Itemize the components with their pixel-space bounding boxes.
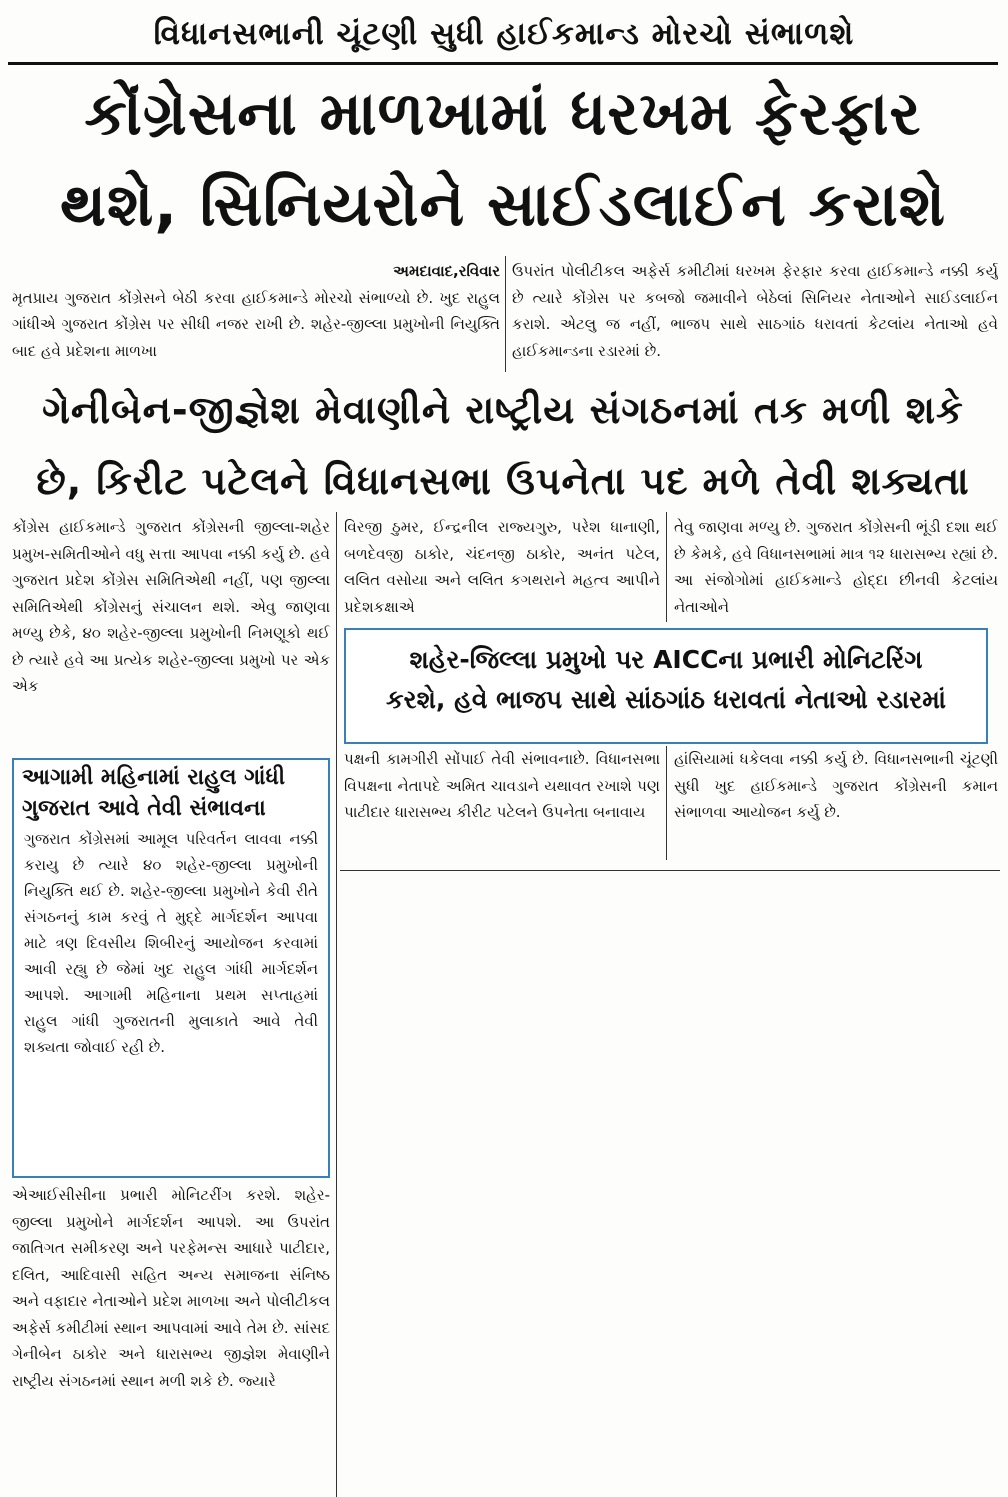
rahul-gandhi-visit-box [12,758,330,1178]
intro-left-column [12,258,500,370]
column-2-top-text: વિરજી ઠુમર, ઈન્દ્રનીલ રાજ્યગુરુ, પરેશ ધાનાણી, બળદેવજી ઠાકોર, ચંદનજી ઠાકોર, અનંત પટેલ, લલિત વસોયા અને લલિત કગથરાને મહત્વ આપીને પ્રદેશકક્ષાએ [344,518,660,616]
kicker-headline: વિધાનસભાની ચૂંટણી સુધી હાઈકમાન્ડ મોરચો સંભાળશે [153,16,855,52]
intro-right-text: ઉપરાંત પોલીટીકલ અફેર્સ કમીટીમાં ધરખમ ફેરફાર કરવા હાઈકમાન્ડે નક્કી કર્યુ છે ત્યારે કોંગ્રેસ પર કબજો જમાવીને બેઠેલાં સિનિયર નેતાઓને સાઈડલાઈન કરાશે. એટલુ જ નહીં, ભાજપ સાથે સાઠગાંઠ ધરાવતાં કેટલાંય નેતાઓ હવે હાઈકમાન્ડના રડારમાં છે. [512,262,998,360]
column-divider [336,512,337,1497]
column-3-bottom-text: હાંસિયામાં ધકેલવા નક્કી કર્યુ છે. વિધાનસભાની ચૂંટણી સુધી ખુદ હાઈકમાન્ડે ગુજરાત કોંગ્રેસની કમાન સંભાળવા આયોજન કર્યુ છે. [674,750,998,821]
column-1-top-text: કોંગ્રેસ હાઈકમાન્ડે ગુજરાત કોંગ્રેસની જીલ્લા-શહેર પ્રમુખ-સમિતીઓને વધુ સત્તા આપવા નક્કી કર્યુ છે. હવે ગુજરાત પ્રદેશ કોંગ્રેસ સમિતિએથી નહીં, પણ જીલ્લા સમિતિએથી કોંગ્રેસનું સંચાલન થશે. એવુ જાણવા મળ્યુ છેકે, ૪૦ શહેર-જીલ્લા પ્રમુખોની નિમણૂકો થઈ છે ત્યારે હવે આ પ્રત્યેક શહેર-જીલ્લા પ્રમુખો પર એક એક [12,518,330,695]
main-headline-line-1: કોંગ્રેસના માળખામાં ધરખમ ફેરફાર [84,79,922,149]
column-1-bottom-text: એઆઈસીસીના પ્રભારી મોનિટરીંગ કરશે. શહેર-જીલ્લા પ્રમુખોને માર્ગદર્શન આપશે. આ ઉપરાંત જાતિગત સમીકરણ અને પરફેમન્સ આધારે પાટીદાર, દલિત, આદિવાસી સહિત અન્ય સમાજના સંનિષ્ઠ અને વફાદાર નેતાઓને પ્રદેશ માળખા અને પોલીટીકલ અફેર્સ કમીટીમાં સ્થાન આપવામાં આવે તેમ છે. સાંસદ ગેનીબેન ઠાકોર અને ધારાસભ્ય જીજ્ઞેશ મેવાણીને રાષ્ટ્રીય સંગઠનમાં સ્થાન મળી શકે છે. જ્યારે [12,1186,330,1390]
main-headline-line-2: થશે, સિનિયરોને સાઈડલાઈન કરાશે [60,170,946,240]
section-divider [340,870,1000,871]
column-divider [505,256,506,372]
intro-left-text: મૃતપ્રાય ગુજરાત કોંગ્રેસને બેઠી કરવા હાઈકમાન્ડે મોરચો સંભાળ્યો છે. ખુદ રાહુલ ગાંધીએ ગુજરાત કોંગ્રેસ પર સીધી નજર રાખી છે. શહેર-જીલ્લા પ્રમુખોની નિયુક્તિ બાદ હવે પ્રદેશના માળખા [12,288,500,360]
column-divider [666,746,667,860]
subheadline-line-2: છે, કિરીટ પટેલને વિધાનસભા ઉપનેતા પદ મળે તેવી શક્યતા [36,459,970,503]
dateline: અમદાવાદ,રવિવાર [393,262,500,280]
monitoring-highlight-box [344,628,988,744]
column-3-top-text: તેવુ જાણવા મળ્યુ છે. ગુજરાત કોંગ્રેસની ભૂંડી દશા થઈ છે કેમકે, હવે વિધાનસભામાં માત્ર ૧૨ ધારાસભ્ય રહ્યાં છે. આ સંજોગોમાં હાઈકમાન્ડે હોદ્દા છીનવી કેટલાંય નેતાઓને [674,518,998,616]
column-divider [666,512,667,622]
side-box-body: ગુજરાત કોંગ્રેસમાં આમૂલ પરિવર્તન લાવવા નક્કી કરાયુ છે ત્યારે ૪૦ શહેર-જીલ્લા પ્રમુખોની નિયુક્તિ થઈ છે. શહેર-જીલ્લા પ્રમુખોને કેવી રીતે સંગઠનનું કામ કરવું તે મુદ્દે માર્ગદર્શન આપવા માટે ત્રણ દિવસીય શિબીરનું આયોજન કરવામાં આવી રહ્યુ છે જેમાં ખુદ રાહુલ ગાંધી માર્ગદર્શન આપશે. આગામી મહિનાના પ્રથમ સપ્તાહમાં રાહુલ ગાંધી ગુજરાતની મુલાકાતે આવે તેવી શક્યતા જોવાઈ રહી છે. [24,830,318,1056]
column-2-bottom-text: પક્ષની કામગીરી સોંપાઈ તેવી સંભાવનાછે. વિધાનસભા વિપક્ષના નેતાપદે અમિત ચાવડાને યથાવત રખાશે પણ પાટીદાર ધારાસભ્ય કીરીટ પટેલને ઉપનેતા બનાવાય [344,750,660,821]
highlight-box-line-2: કરશે, હવે ભાજપ સાથે સાંઠગાંઠ ધરાવતાં નેતાઓ રડારમાં [386,685,946,714]
side-box-title: આગામી મહિનામાં રાહુલ ગાંધી ગુજરાત આવે તેવી સંભાવના [22,765,286,821]
highlight-box-line-1: શહેર-જિલ્લા પ્રમુખો પર AICCના પ્રભારી મોનિટરિંગ [409,645,923,674]
kicker-rule [8,62,998,65]
subheadline-line-1: ગેનીબેન-જીજ્ઞેશ મેવાણીને રાષ્ટ્રીય સંગઠનમાં તક મળી શકે [42,388,964,432]
